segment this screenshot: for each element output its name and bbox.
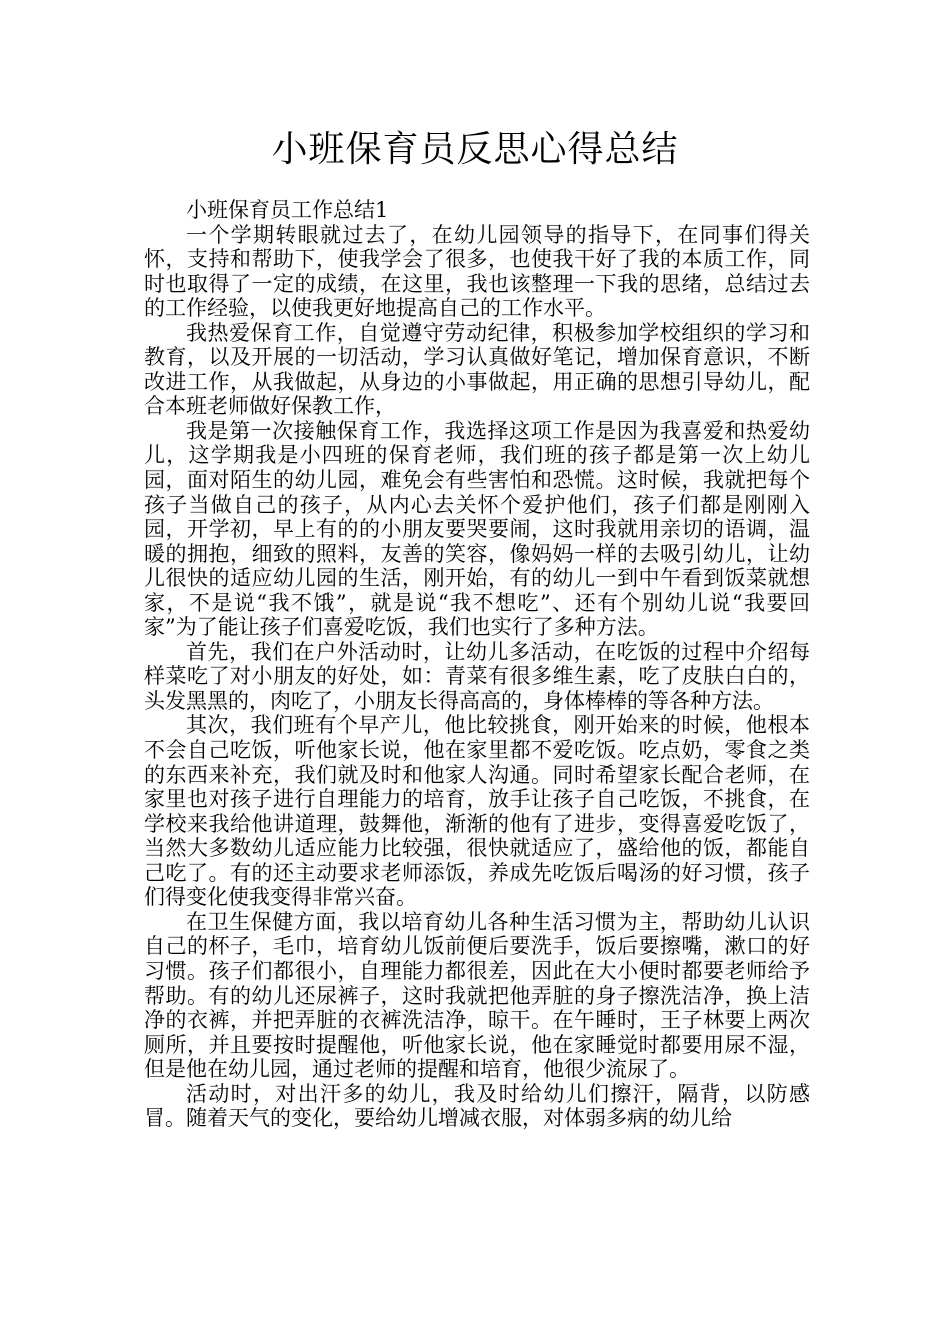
section-heading: 小班保育员工作总结1	[186, 198, 389, 222]
document-body	[144, 198, 810, 1131]
paragraph: 首先，我们在户外活动时，让幼儿多活动，在吃饭的过程中介绍每样菜吃了对小朋友的好处，如：青菜有很多维生素，吃了皮肤白白的，头发黑黑的，肉吃了，小朋友长得高高的，身体棒棒的等各种方法。	[144, 639, 810, 713]
paragraph: 我是第一次接触保育工作，我选择这项工作是因为我喜爱和热爱幼儿，这学期我是小四班的保育老师，我们班的孩子都是第一次上幼儿园，面对陌生的幼儿园，难免会有些害怕和恐慌。这时候，我就把每个孩子当做自己的孩子，从内心去关怀个爱护他们，孩子们都是刚刚入园，开学初，早上有的的小朋友要哭要闹，这时我就用亲切的语调，温暖的拥抱，细致的照料，友善的笑容，像妈妈一样的去吸引幼儿，让幼儿很快的适应幼儿园的生活，刚开始，有的幼儿一到中午看到饭菜就想家，不是说“我不饿”，就是说“我不想吃”、还有个别幼儿说“我要回家”为了能让孩子们喜爱吃饭，我们也实行了多种方法。	[144, 418, 810, 640]
document-title: 小班保育员反思心得总结	[271, 129, 679, 170]
paragraph: 我热爱保育工作，自觉遵守劳动纪律，积极参加学校组织的学习和教育，以及开展的一切活动，学习认真做好笔记，增加保育意识，不断改进工作，从我做起，从身边的小事做起，用正确的思想引导幼儿，配合本班老师做好保教工作，	[144, 320, 810, 419]
paragraph: 其次，我们班有个早产儿，他比较挑食，刚开始来的时候，他根本不会自己吃饭，听他家长说，他在家里都不爱吃饭。吃点奶，零食之类的东西来补充，我们就及时和他家人沟通。同时希望家长配合老师，在家里也对孩子进行自理能力的培育，放手让孩子自己吃饭，不挑食，在学校来我给他讲道理，鼓舞他，渐渐的他有了进步，变得喜爱吃饭了，当然大多数幼儿适应能力比较强，很快就适应了，盛给他的饭，都能自己吃了。有的还主动要求老师添饭，养成先吃饭后喝汤的好习惯，孩子们得变化使我变得非常兴奋。	[144, 713, 810, 910]
paragraph: 活动时，对出汗多的幼儿，我及时给幼儿们擦汗，隔背，以防感冒。随着天气的变化，要给幼儿增减衣服，对体弱多病的幼儿给	[144, 1081, 810, 1131]
paragraph: 一个学期转眼就过去了，在幼儿园领导的指导下，在同事们得关怀，支持和帮助下，使我学会了很多，也使我干好了我的本质工作，同时也取得了一定的成绩，在这里，我也该整理一下我的思绪，总结过去的工作经验，以使我更好地提高自己的工作水平。	[144, 222, 810, 321]
paragraph: 在卫生保健方面，我以培育幼儿各种生活习惯为主，帮助幼儿认识自己的杯子，毛巾，培育幼儿饭前便后要洗手，饭后要擦嘴，漱口的好习惯。孩子们都很小，自理能力都很差，因此在大小便时都要老师给予帮助。有的幼儿还尿裤子，这时我就把他弄脏的身子擦洗洁净，换上洁净的衣裤，并把弄脏的衣裤洗洁净，晾干。在午睡时，王子林要上两次厕所，并且要按时提醒他，听他家长说，他在家睡觉时都要用尿不湿，但是他在幼儿园，通过老师的提醒和培育，他很少流尿了。	[144, 909, 810, 1082]
